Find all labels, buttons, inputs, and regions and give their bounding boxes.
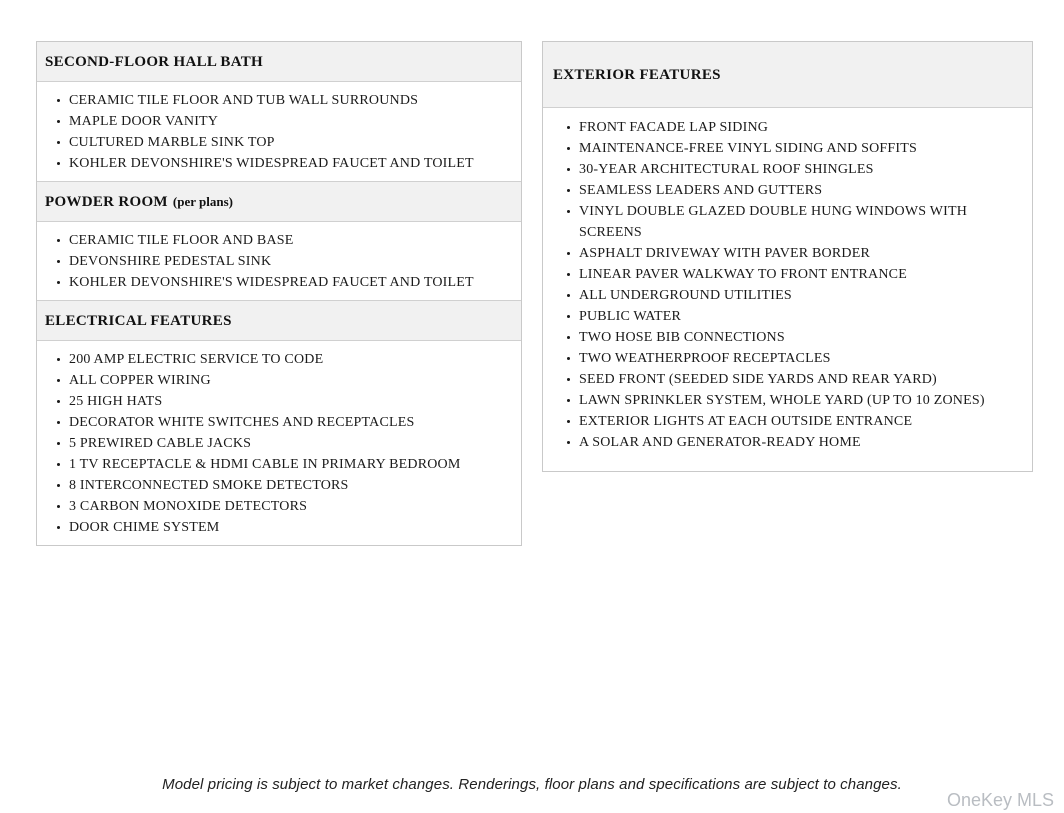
list-item: LINEAR PAVER WALKWAY TO FRONT ENTRANCE xyxy=(579,264,1016,285)
list-item: KOHLER DEVONSHIRE'S WIDESPREAD FAUCET AND TOILET xyxy=(69,153,503,174)
list-item: SEED FRONT (SEEDED SIDE YARDS AND REAR YARD) xyxy=(579,369,1016,390)
features-panel-right xyxy=(542,41,1033,472)
section-title: EXTERIOR FEATURES xyxy=(553,67,721,83)
list-item: FRONT FACADE LAP SIDING xyxy=(579,117,1016,138)
list-item: SEAMLESS LEADERS AND GUTTERS xyxy=(579,180,1016,201)
list-item: ASPHALT DRIVEWAY WITH PAVER BORDER xyxy=(579,243,1016,264)
list-item: LAWN SPRINKLER SYSTEM, WHOLE YARD (UP TO 10 ZONES) xyxy=(579,390,1016,411)
list-item: ALL COPPER WIRING xyxy=(69,370,503,391)
list-item: TWO WEATHERPROOF RECEPTACLES xyxy=(579,348,1016,369)
list-item: KOHLER DEVONSHIRE'S WIDESPREAD FAUCET AND TOILET xyxy=(69,272,503,293)
list-item: 1 TV RECEPTACLE & HDMI CABLE IN PRIMARY BEDROOM xyxy=(69,454,503,475)
section-header xyxy=(37,181,521,222)
list-item: A SOLAR AND GENERATOR-READY HOME xyxy=(579,432,1016,453)
list-item: 200 AMP ELECTRIC SERVICE TO CODE xyxy=(69,349,503,370)
list-item: CULTURED MARBLE SINK TOP xyxy=(69,132,503,153)
list-item: 3 CARBON MONOXIDE DETECTORS xyxy=(69,496,503,517)
list-item: VINYL DOUBLE GLAZED DOUBLE HUNG WINDOWS WITH SCREENS xyxy=(579,201,1016,243)
section-title: POWDER ROOM xyxy=(45,194,168,210)
onekey-mls-watermark: OneKey MLS xyxy=(946,790,1054,810)
feature-list xyxy=(37,82,521,181)
list-item: PUBLIC WATER xyxy=(579,306,1016,327)
list-item: ALL UNDERGROUND UTILITIES xyxy=(579,285,1016,306)
feature-list xyxy=(37,222,521,300)
list-item: TWO HOSE BIB CONNECTIONS xyxy=(579,327,1016,348)
list-item: CERAMIC TILE FLOOR AND TUB WALL SURROUNDS xyxy=(69,90,503,111)
list-item: DECORATOR WHITE SWITCHES AND RECEPTACLES xyxy=(69,412,503,433)
feature-section xyxy=(543,42,1032,471)
section-title: SECOND-FLOOR HALL BATH xyxy=(45,54,264,70)
list-item: EXTERIOR LIGHTS AT EACH OUTSIDE ENTRANCE xyxy=(579,411,1016,432)
section-subtitle: (per plans) xyxy=(172,194,233,209)
section-header xyxy=(543,42,1032,108)
list-item: MAPLE DOOR VANITY xyxy=(69,111,503,132)
list-item: 25 HIGH HATS xyxy=(69,391,503,412)
section-header xyxy=(37,42,521,82)
list-item: CERAMIC TILE FLOOR AND BASE xyxy=(69,230,503,251)
feature-section xyxy=(37,42,521,181)
list-item: 8 INTERCONNECTED SMOKE DETECTORS xyxy=(69,475,503,496)
list-item: 5 PREWIRED CABLE JACKS xyxy=(69,433,503,454)
list-item: DEVONSHIRE PEDESTAL SINK xyxy=(69,251,503,272)
footer-disclaimer: Model pricing is subject to market changes. Renderings, floor plans and specifications are subject to changes. xyxy=(162,776,902,793)
section-header xyxy=(37,300,521,341)
list-item: MAINTENANCE-FREE VINYL SIDING AND SOFFITS xyxy=(579,138,1016,159)
feature-section xyxy=(37,300,521,545)
feature-section xyxy=(37,181,521,300)
list-item: DOOR CHIME SYSTEM xyxy=(69,517,503,538)
list-item: 30-YEAR ARCHITECTURAL ROOF SHINGLES xyxy=(579,159,1016,180)
section-title: ELECTRICAL FEATURES xyxy=(45,313,232,329)
feature-list xyxy=(543,108,1032,471)
features-panel-left xyxy=(36,41,522,546)
feature-list xyxy=(37,341,521,545)
